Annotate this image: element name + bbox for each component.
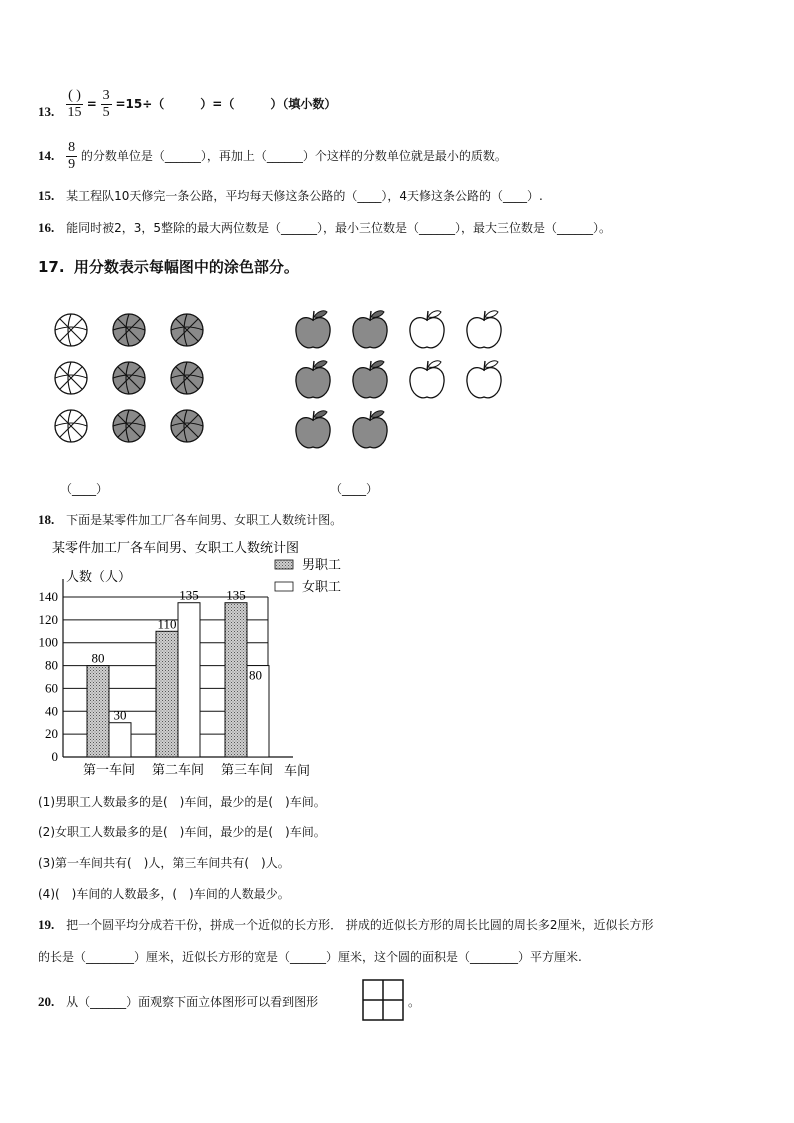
- basketball-icon: [52, 407, 90, 445]
- bar-label-male-3: 135: [226, 587, 246, 603]
- question-17: 17. 用分数表示每幅图中的涂色部分。: [38, 258, 299, 276]
- basketball-shaded-icon: [110, 359, 148, 397]
- q18-text: 下面是某零件加工厂各车间男、女职工人数统计图。: [66, 513, 343, 527]
- bar-label-male-2: 110: [157, 616, 177, 632]
- q17-answer-right: （____）: [330, 482, 379, 496]
- q17-text: 用分数表示每幅图中的涂色部分。: [73, 258, 299, 276]
- bar-label-female-1: 30: [113, 707, 127, 723]
- basketball-shaded-icon: [110, 407, 148, 445]
- y-tick-label: 140: [38, 589, 58, 604]
- bar-male-2: [156, 631, 178, 757]
- q18-sub2: (2)女职工人数最多的是( )车间，最少的是( )车间。: [38, 825, 326, 839]
- y-tick-label: 40: [45, 703, 58, 719]
- q18-sub3: (3)第一车间共有( )人，第三车间共有( )人。: [38, 856, 290, 870]
- x-tick-label: 第二车间: [151, 762, 205, 777]
- question-13: 13. $\frac{( )}{15}$ = $\frac{3}{5}$ =15÷（ ）=（ ）（填小数）: [38, 88, 337, 120]
- basketball-shaded-icon: [168, 359, 206, 397]
- x-tick-label: 第一车间: [82, 762, 136, 777]
- y-tick-label: 100: [38, 634, 58, 650]
- bar-label-male-1: 80: [91, 650, 105, 666]
- question-18: 18. 下面是某零件加工厂各车间男、女职工人数统计图。: [38, 512, 343, 527]
- q14-text: 的分数单位是（______），再加上（______）个这样的分数单位就是最小的质数。: [80, 149, 507, 163]
- q17-answer-left: （____）: [60, 482, 109, 496]
- q16-text: 能同时被2，3，5整除的最大两位数是（______），最小三位数是（______），最大三位数是（______）。: [66, 221, 611, 235]
- chart-title: 某零件加工厂各车间男、女职工人数统计图: [52, 540, 300, 555]
- apple-icon: [463, 358, 505, 402]
- basketball-icon: [52, 359, 90, 397]
- bar-female-1: [109, 723, 131, 757]
- apple-shaded-icon: [292, 308, 334, 352]
- basketball-shaded-icon: [168, 407, 206, 445]
- q19-line1: 把一个圆平均分成若干份，拼成一个近似的长方形． 拼成的近似长方形的周长比圆的周长多2厘米，近似长方形: [66, 918, 654, 932]
- q13-text: =15÷（ ）=（ ）（填小数）: [115, 97, 337, 111]
- bar-chart: [30, 535, 370, 780]
- apple-icon: [406, 358, 448, 402]
- question-15: 15. 某工程队10天修完一条公路，平均每天修这条公路的（____），4天修这条公路的（____）.: [38, 188, 543, 203]
- y-tick-label: 0: [51, 749, 58, 764]
- q13-fraction-2: $\frac{3}{5}$: [102, 88, 110, 120]
- legend-swatch-female: [275, 582, 293, 591]
- x-tick-label: 第三车间: [220, 762, 274, 777]
- apple-shaded-icon: [349, 358, 391, 402]
- basketball-shaded-icon: [168, 311, 206, 349]
- y-tick-label: 120: [38, 611, 58, 627]
- question-20: 20. 从（______）面观察下面立体图形可以看到图形: [38, 994, 319, 1009]
- bar-male-3: [225, 603, 247, 757]
- bar-male-1: [87, 666, 109, 757]
- q18-sub1: (1)男职工人数最多的是( )车间，最少的是( )车间。: [38, 795, 326, 809]
- chart-ylabel: 人数（人）: [66, 569, 132, 584]
- y-tick-label: 20: [45, 726, 58, 742]
- apple-shaded-icon: [349, 308, 391, 352]
- q20-end: 。: [408, 995, 421, 1009]
- q13-number: 13.: [38, 104, 55, 119]
- y-tick-label: 80: [45, 657, 58, 673]
- bar-label-female-2: 135: [179, 587, 199, 603]
- chart-legend: [275, 557, 341, 594]
- q15-text: 某工程队10天修完一条公路，平均每天修这条公路的（____），4天修这条公路的（____）.: [66, 189, 543, 203]
- y-tick-label: 60: [45, 680, 58, 696]
- q14-fraction: $\frac{8}{9}$: [68, 140, 76, 172]
- legend-swatch-male: [275, 560, 293, 569]
- apple-shaded-icon: [349, 408, 391, 452]
- legend-label-female: 女职工: [302, 579, 342, 594]
- apple-icon: [406, 308, 448, 352]
- q20-text: 从（______）面观察下面立体图形可以看到图形: [66, 995, 319, 1009]
- q19-line2: 的长是（________）厘米，近似长方形的宽是（______）厘米，这个圆的面积是（________）平方厘米.: [38, 950, 582, 964]
- q18-sub4: (4)( )车间的人数最多，( )车间的人数最少。: [38, 887, 290, 901]
- question-19: 19. 把一个圆平均分成若干份，拼成一个近似的长方形． 拼成的近似长方形的周长比圆的周长多2厘米，近似长方形: [38, 917, 654, 932]
- bar-female-2: [178, 603, 200, 757]
- q13-fraction-1: $\frac{( )}{15}$: [67, 88, 82, 120]
- apple-shaded-icon: [292, 358, 334, 402]
- question-16: 16. 能同时被2，3，5整除的最大两位数是（______），最小三位数是（______），最大三位数是（______）。: [38, 220, 611, 235]
- basketball-icon: [52, 311, 90, 349]
- apple-icon: [463, 308, 505, 352]
- basketball-shaded-icon: [110, 311, 148, 349]
- apple-shaded-icon: [292, 408, 334, 452]
- grid-figure-icon: [362, 979, 404, 1021]
- chart-xlabel: 车间: [284, 763, 311, 778]
- legend-label-male: 男职工: [302, 557, 342, 572]
- bar-label-female-3: 80: [249, 667, 262, 683]
- question-14: 14. $\frac{8}{9}$ 的分数单位是（______），再加上（______）个这样的分数单位就是最小的质数。: [38, 140, 507, 172]
